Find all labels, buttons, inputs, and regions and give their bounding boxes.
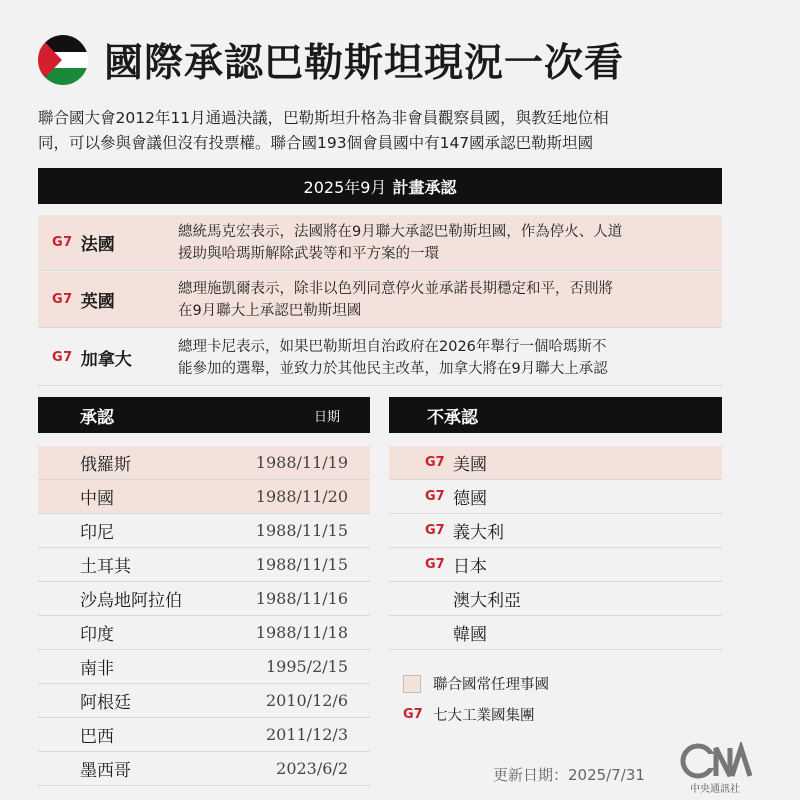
recognition-date: 2011/12/3 xyxy=(265,725,348,744)
table-row xyxy=(38,752,370,786)
recognition-date: 1988/11/18 xyxy=(255,623,348,642)
plan-heading-label: 計畫承認 xyxy=(392,177,457,197)
list-item xyxy=(389,480,722,514)
plan-desc-line: 能參加的選舉，並致力於其他民主改革，加拿大將在9月聯大上承認 xyxy=(178,360,608,377)
g7-tag: G7 xyxy=(52,235,73,250)
plan-country-name: 法國 xyxy=(80,235,115,255)
legend-label: 七大工業國集團 xyxy=(433,708,535,724)
g7-tag: G7 xyxy=(403,707,423,722)
g7-tag: G7 xyxy=(52,350,73,365)
table-row xyxy=(38,684,370,718)
plan-description xyxy=(178,278,722,322)
recognition-date: 2010/12/6 xyxy=(265,691,348,710)
table-row xyxy=(38,718,370,752)
table-row xyxy=(38,582,370,616)
country-name: 德國 xyxy=(453,489,487,509)
country-name: 印度 xyxy=(80,625,114,645)
plan-country-name: 英國 xyxy=(80,292,115,312)
table-row xyxy=(38,480,370,514)
country-name: 印尼 xyxy=(80,523,114,543)
g7-tag: G7 xyxy=(425,557,445,572)
list-item xyxy=(389,582,722,616)
list-item xyxy=(389,616,722,650)
country-name: 義大利 xyxy=(453,523,504,543)
legend-g7 xyxy=(403,704,535,725)
plan-description xyxy=(178,221,722,265)
g7-tag: G7 xyxy=(425,523,445,538)
plan-desc-line: 在9月聯大上承認巴勒斯坦國 xyxy=(178,302,362,319)
plan-desc-line: 總理卡尼表示，如果巴勒斯坦自治政府在2026年舉行一個哈瑪斯不 xyxy=(178,338,607,355)
country-name: 土耳其 xyxy=(80,557,131,577)
not-recognize-header xyxy=(389,397,722,433)
country-name: 俄羅斯 xyxy=(80,455,131,475)
table-row xyxy=(38,548,370,582)
country-name: 澳大利亞 xyxy=(453,591,521,611)
g7-tag: G7 xyxy=(425,489,445,504)
list-item xyxy=(389,446,722,480)
table-row xyxy=(38,616,370,650)
recognition-date: 1988/11/20 xyxy=(255,487,348,506)
intro-line-1: 聯合國大會2012年11月通過決議，巴勒斯坦升格為非會員觀察員國，與教廷地位相 xyxy=(38,109,609,127)
page-title: 國際承認巴勒斯坦現況一次看 xyxy=(104,41,625,86)
table-row xyxy=(38,650,370,684)
plan-country-name: 加拿大 xyxy=(80,350,132,370)
country-name: 阿根廷 xyxy=(80,693,131,713)
country-name: 墨西哥 xyxy=(80,761,131,781)
country-name: 美國 xyxy=(453,455,487,475)
country-name: 巴西 xyxy=(80,727,114,747)
plan-description xyxy=(178,336,722,380)
header xyxy=(38,30,624,90)
recognize-heading: 承認 xyxy=(80,407,114,428)
g7-tag: G7 xyxy=(425,455,445,470)
palestine-flag-icon xyxy=(38,35,88,85)
g7-tag: G7 xyxy=(52,292,73,307)
plan-section-header xyxy=(38,168,722,204)
plan-heading-date: 2025年9月 xyxy=(303,177,387,197)
recognition-date: 1988/11/19 xyxy=(255,453,348,472)
country-name: 中國 xyxy=(80,489,114,509)
plan-row-canada xyxy=(38,330,722,386)
list-item xyxy=(389,548,722,582)
recognition-date: 1988/11/15 xyxy=(255,555,348,574)
list-item xyxy=(389,514,722,548)
plan-desc-line: 援助與哈瑪斯解除武裝等和平方案的一環 xyxy=(178,245,439,262)
country-name: 沙烏地阿拉伯 xyxy=(80,591,182,611)
country-name: 南非 xyxy=(80,659,114,679)
recognition-date: 1988/11/15 xyxy=(255,521,348,540)
country-name: 日本 xyxy=(453,557,487,577)
legend-swatch xyxy=(403,675,421,693)
not-recognize-heading: 不承認 xyxy=(427,407,478,428)
legend-label: 聯合國常任理事國 xyxy=(433,677,549,693)
table-row xyxy=(38,514,370,548)
recognition-date: 2023/6/2 xyxy=(276,759,348,778)
table-row xyxy=(38,446,370,480)
country-name: 韓國 xyxy=(453,625,487,645)
recognize-header xyxy=(38,397,370,433)
plan-row-uk xyxy=(38,272,722,328)
legend-permanent-member xyxy=(403,673,549,694)
plan-desc-line: 總理施凱爾表示，除非以色列同意停火並承諾長期穩定和平，否則將 xyxy=(178,280,613,297)
recognition-date: 1988/11/16 xyxy=(255,589,348,608)
date-heading: 日期 xyxy=(313,409,340,425)
intro-text xyxy=(38,106,728,156)
cna-logo-icon xyxy=(680,742,752,784)
plan-row-france xyxy=(38,215,722,271)
recognition-date: 1995/2/15 xyxy=(265,657,348,676)
plan-desc-line: 總統馬克宏表示，法國將在9月聯大承認巴勒斯坦國，作為停火、人道 xyxy=(178,223,623,240)
logo-name: 中央通訊社 xyxy=(690,784,740,795)
updated-date: 更新日期：2025/7/31 xyxy=(493,766,645,784)
intro-line-2: 同，可以參與會議但沒有投票權。聯合國193個會員國中有147國承認巴勒斯坦國 xyxy=(38,134,594,152)
